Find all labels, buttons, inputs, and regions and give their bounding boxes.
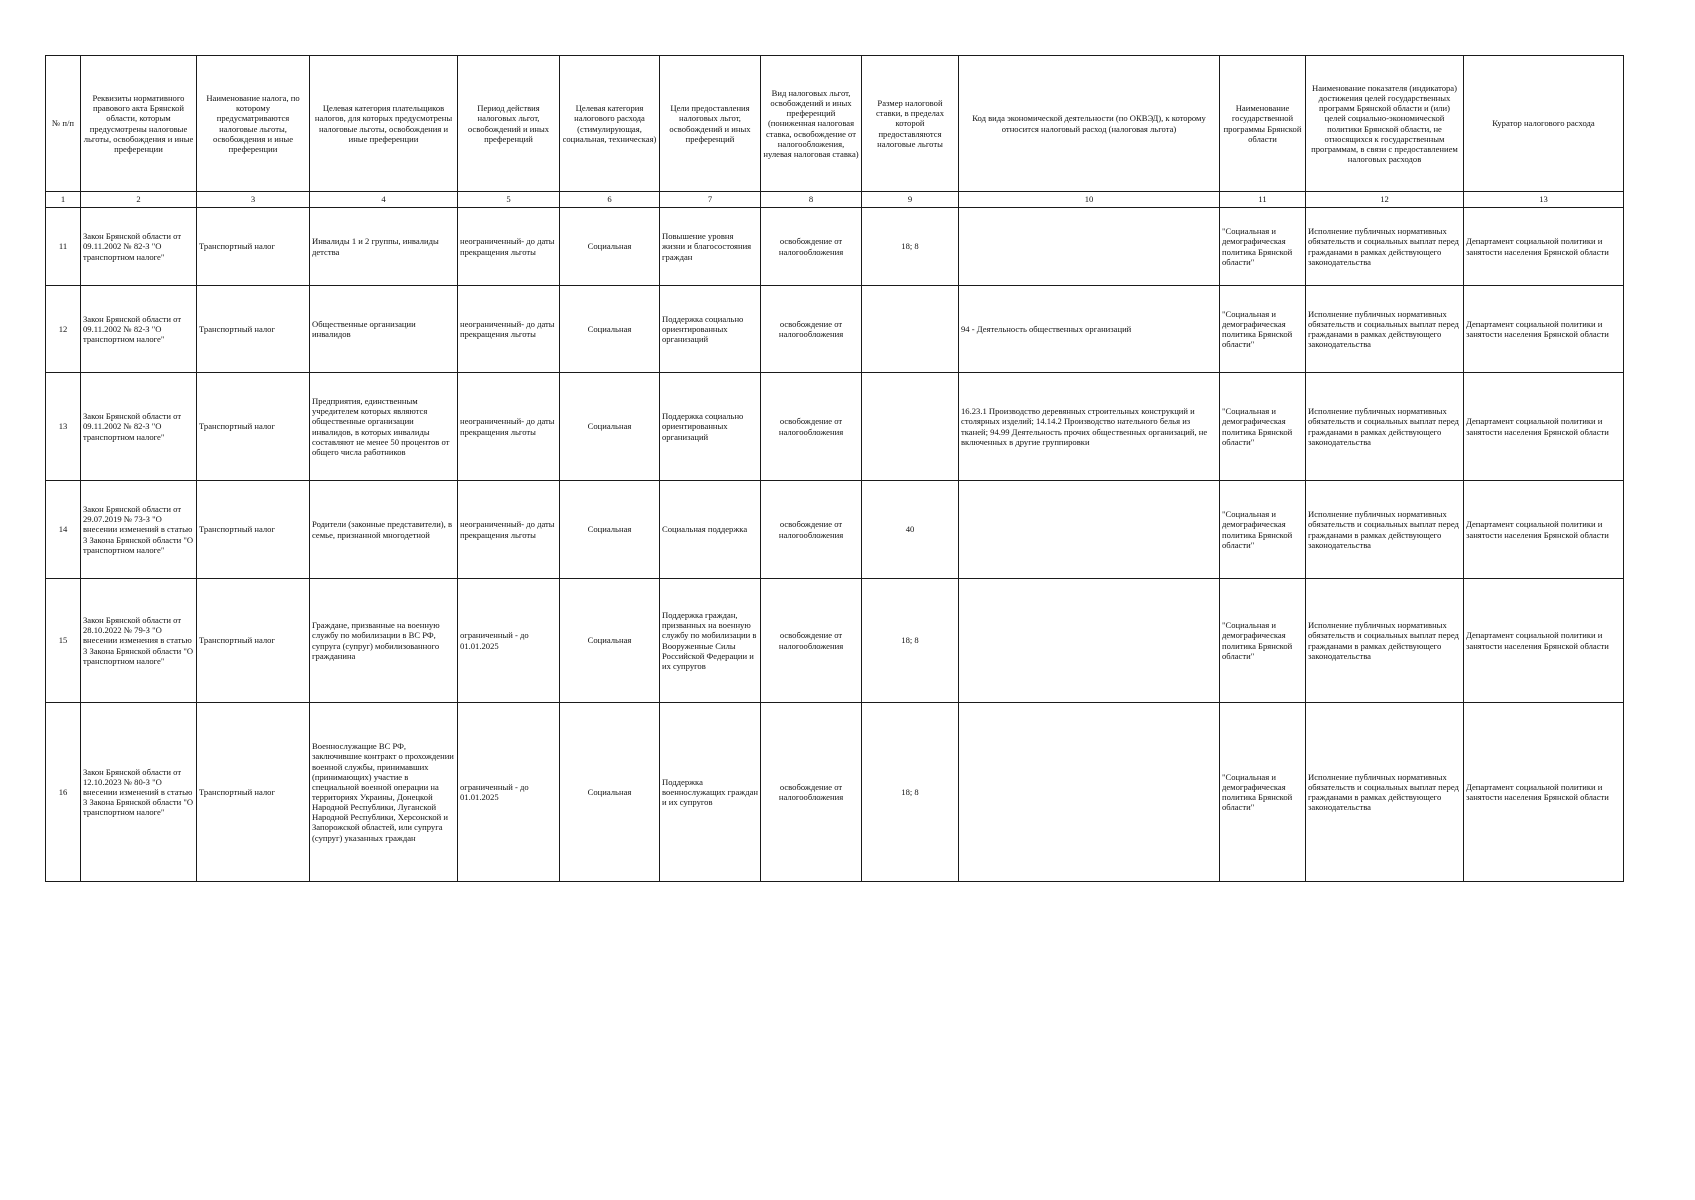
target-category-cell: Социальная [560, 208, 660, 286]
payer-category-cell: Родители (законные представители), в семье, признанной многодетной [310, 481, 458, 579]
table-row [46, 579, 1624, 703]
okved-cell [959, 481, 1220, 579]
legal-act-cell: Закон Брянской области от 09.11.2002 № 82-З "О транспортном налоге" [81, 286, 197, 373]
payer-category-cell: Военнослужащие ВС РФ, заключившие контракт о прохождении военной службы, принимавших (принимающих) участие в специальной военной операции на территориях Украины, Донецкой Народной Республики, Луганской Народной Республики, Херсонской и Запорожской областей, или супруга (супруг) указанных граждан [310, 703, 458, 882]
legal-act-cell: Закон Брянской области от 28.10.2022 № 79-З "О внесении изменения в статью 3 Закона Брянской области "О транспортном налоге" [81, 579, 197, 703]
header-cell: Наименование налога, по которому предусматриваются налоговые льготы, освобождения и иные преференции [197, 56, 310, 192]
header-cell: Целевая категория плательщиков налогов, для которых предусмотрены налоговые льготы, освобождения и иные преференции [310, 56, 458, 192]
target-category-cell: Социальная [560, 481, 660, 579]
relief-kind-cell: освобождение от налогообложения [761, 208, 862, 286]
relief-kind-cell: освобождение от налогообложения [761, 481, 862, 579]
curator-cell: Департамент социальной политики и занятости населения Брянской области [1464, 579, 1624, 703]
row-number: 13 [46, 373, 81, 481]
relief-kind-cell: освобождение от налогообложения [761, 579, 862, 703]
tax-name-cell: Транспортный налог [197, 373, 310, 481]
state-program-cell: "Социальная и демографическая политика Брянской области" [1220, 286, 1306, 373]
target-category-cell: Социальная [560, 286, 660, 373]
header-cell: Код вида экономической деятельности (по ОКВЭД), к которому относится налоговый расход (налоговая льгота) [959, 56, 1220, 192]
header-cell: Наименование показателя (индикатора) достижения целей государственных программ Брянской области и (или) целей социально-экономической политики Брянской области, не относящихся к государственным программам, в связи с предоставлением налоговых расходов [1306, 56, 1464, 192]
tax-rate-cell: 18; 8 [862, 703, 959, 882]
goal-cell: Поддержка социально ориентированных организаций [660, 286, 761, 373]
tax-rate-cell [862, 286, 959, 373]
okved-cell [959, 208, 1220, 286]
row-number: 12 [46, 286, 81, 373]
indicator-cell: Исполнение публичных нормативных обязательств и социальных выплат перед гражданами в рамках действующего законодательства [1306, 481, 1464, 579]
target-category-cell: Социальная [560, 373, 660, 481]
table-row [46, 208, 1624, 286]
indicator-cell: Исполнение публичных нормативных обязательств и социальных выплат перед гражданами в рамках действующего законодательства [1306, 703, 1464, 882]
legal-act-cell: Закон Брянской области от 29.07.2019 № 73-З "О внесении изменений в статью 3 Закона Брянской области "О транспортном налоге" [81, 481, 197, 579]
curator-cell: Департамент социальной политики и занятости населения Брянской области [1464, 208, 1624, 286]
indicator-cell: Исполнение публичных нормативных обязательств и социальных выплат перед гражданами в рамках действующего законодательства [1306, 208, 1464, 286]
period-cell: неограниченный- до даты прекращения льготы [458, 373, 560, 481]
tax-rate-cell: 18; 8 [862, 208, 959, 286]
state-program-cell: "Социальная и демографическая политика Брянской области" [1220, 579, 1306, 703]
tax-name-cell: Транспортный налог [197, 481, 310, 579]
goal-cell: Социальная поддержка [660, 481, 761, 579]
row-number: 14 [46, 481, 81, 579]
payer-category-cell: Граждане, призванные на военную службу по мобилизации в ВС РФ, супруга (супруг) мобилизованного гражданина [310, 579, 458, 703]
tax-name-cell: Транспортный налог [197, 208, 310, 286]
tax-rate-cell: 18; 8 [862, 579, 959, 703]
column-number: 13 [1464, 192, 1624, 208]
column-number: 9 [862, 192, 959, 208]
header-cell: № п/п [46, 56, 81, 192]
header-cell: Целевая категория налогового расхода (стимулирующая, социальная, техническая) [560, 56, 660, 192]
tax-name-cell: Транспортный налог [197, 579, 310, 703]
table-row [46, 373, 1624, 481]
column-number: 11 [1220, 192, 1306, 208]
legal-act-cell: Закон Брянской области от 09.11.2002 № 82-З "О транспортном налоге" [81, 373, 197, 481]
curator-cell: Департамент социальной политики и занятости населения Брянской области [1464, 703, 1624, 882]
indicator-cell: Исполнение публичных нормативных обязательств и социальных выплат перед гражданами в рамках действующего законодательства [1306, 373, 1464, 481]
okved-cell [959, 703, 1220, 882]
relief-kind-cell: освобождение от налогообложения [761, 703, 862, 882]
column-number: 1 [46, 192, 81, 208]
goal-cell: Поддержка военнослужащих граждан и их супругов [660, 703, 761, 882]
tax-rate-cell [862, 373, 959, 481]
tax-expenditure-table [45, 55, 1624, 882]
period-cell: неограниченный- до даты прекращения льготы [458, 481, 560, 579]
header-cell: Цели предоставления налоговых льгот, освобождений и иных преференций [660, 56, 761, 192]
curator-cell: Департамент социальной политики и занятости населения Брянской области [1464, 286, 1624, 373]
relief-kind-cell: освобождение от налогообложения [761, 373, 862, 481]
table-row [46, 481, 1624, 579]
header-cell: Период действия налоговых льгот, освобождений и иных преференций [458, 56, 560, 192]
curator-cell: Департамент социальной политики и занятости населения Брянской области [1464, 481, 1624, 579]
state-program-cell: "Социальная и демографическая политика Брянской области" [1220, 703, 1306, 882]
period-cell: неограниченный- до даты прекращения льготы [458, 286, 560, 373]
column-number: 4 [310, 192, 458, 208]
header-cell: Куратор налогового расхода [1464, 56, 1624, 192]
table-row [46, 286, 1624, 373]
header-row [46, 56, 1624, 192]
row-number: 11 [46, 208, 81, 286]
payer-category-cell: Общественные организации инвалидов [310, 286, 458, 373]
column-number: 2 [81, 192, 197, 208]
payer-category-cell: Инвалиды 1 и 2 группы, инвалиды детства [310, 208, 458, 286]
target-category-cell: Социальная [560, 703, 660, 882]
column-number-row [46, 192, 1624, 208]
goal-cell: Повышение уровня жизни и благосостояния граждан [660, 208, 761, 286]
column-number: 12 [1306, 192, 1464, 208]
state-program-cell: "Социальная и демографическая политика Брянской области" [1220, 208, 1306, 286]
indicator-cell: Исполнение публичных нормативных обязательств и социальных выплат перед гражданами в рамках действующего законодательства [1306, 579, 1464, 703]
period-cell: ограниченный - до 01.01.2025 [458, 703, 560, 882]
tax-name-cell: Транспортный налог [197, 286, 310, 373]
curator-cell: Департамент социальной политики и занятости населения Брянской области [1464, 373, 1624, 481]
payer-category-cell: Предприятия, единственным учредителем которых являются общественные организации инвалидов, в которых инвалиды составляют не менее 50 процентов от общего числа работников [310, 373, 458, 481]
indicator-cell: Исполнение публичных нормативных обязательств и социальных выплат перед гражданами в рамках действующего законодательства [1306, 286, 1464, 373]
column-number: 6 [560, 192, 660, 208]
okved-cell: 16.23.1 Производство деревянных строительных конструкций и столярных изделий; 14.14.2 Производство нательного белья из тканей; 94.99 Деятельность прочих общественных организаций, не включенных в другие группировки [959, 373, 1220, 481]
header-cell: Реквизиты нормативного правового акта Брянской области, которым предусмотрены налоговые льготы, освобождения и иные преференции [81, 56, 197, 192]
legal-act-cell: Закон Брянской области от 09.11.2002 № 82-З "О транспортном налоге" [81, 208, 197, 286]
header-cell: Вид налоговых льгот, освобождений и иных преференций (пониженная налоговая ставка, освобождение от налогообложения, нулевая налоговая ставка) [761, 56, 862, 192]
column-number: 5 [458, 192, 560, 208]
column-number: 8 [761, 192, 862, 208]
legal-act-cell: Закон Брянской области от 12.10.2023 № 80-З "О внесении изменений в статью 3 Закона Брянской области "О транспортном налоге" [81, 703, 197, 882]
tax-rate-cell: 40 [862, 481, 959, 579]
column-number: 10 [959, 192, 1220, 208]
goal-cell: Поддержка социально ориентированных организаций [660, 373, 761, 481]
relief-kind-cell: освобождение от налогообложения [761, 286, 862, 373]
okved-cell: 94 - Деятельность общественных организаций [959, 286, 1220, 373]
goal-cell: Поддержка граждан, призванных на военную службу по мобилизации в Вооруженные Силы Российской Федерации и их супругов [660, 579, 761, 703]
okved-cell [959, 579, 1220, 703]
table-row [46, 703, 1624, 882]
period-cell: ограниченный - до 01.01.2025 [458, 579, 560, 703]
state-program-cell: "Социальная и демографическая политика Брянской области" [1220, 373, 1306, 481]
tax-name-cell: Транспортный налог [197, 703, 310, 882]
column-number: 7 [660, 192, 761, 208]
column-number: 3 [197, 192, 310, 208]
header-cell: Размер налоговой ставки, в пределах которой предоставляются налоговые льготы [862, 56, 959, 192]
header-cell: Наименование государственной программы Брянской области [1220, 56, 1306, 192]
state-program-cell: "Социальная и демографическая политика Брянской области" [1220, 481, 1306, 579]
period-cell: неограниченный- до даты прекращения льготы [458, 208, 560, 286]
target-category-cell: Социальная [560, 579, 660, 703]
row-number: 16 [46, 703, 81, 882]
row-number: 15 [46, 579, 81, 703]
